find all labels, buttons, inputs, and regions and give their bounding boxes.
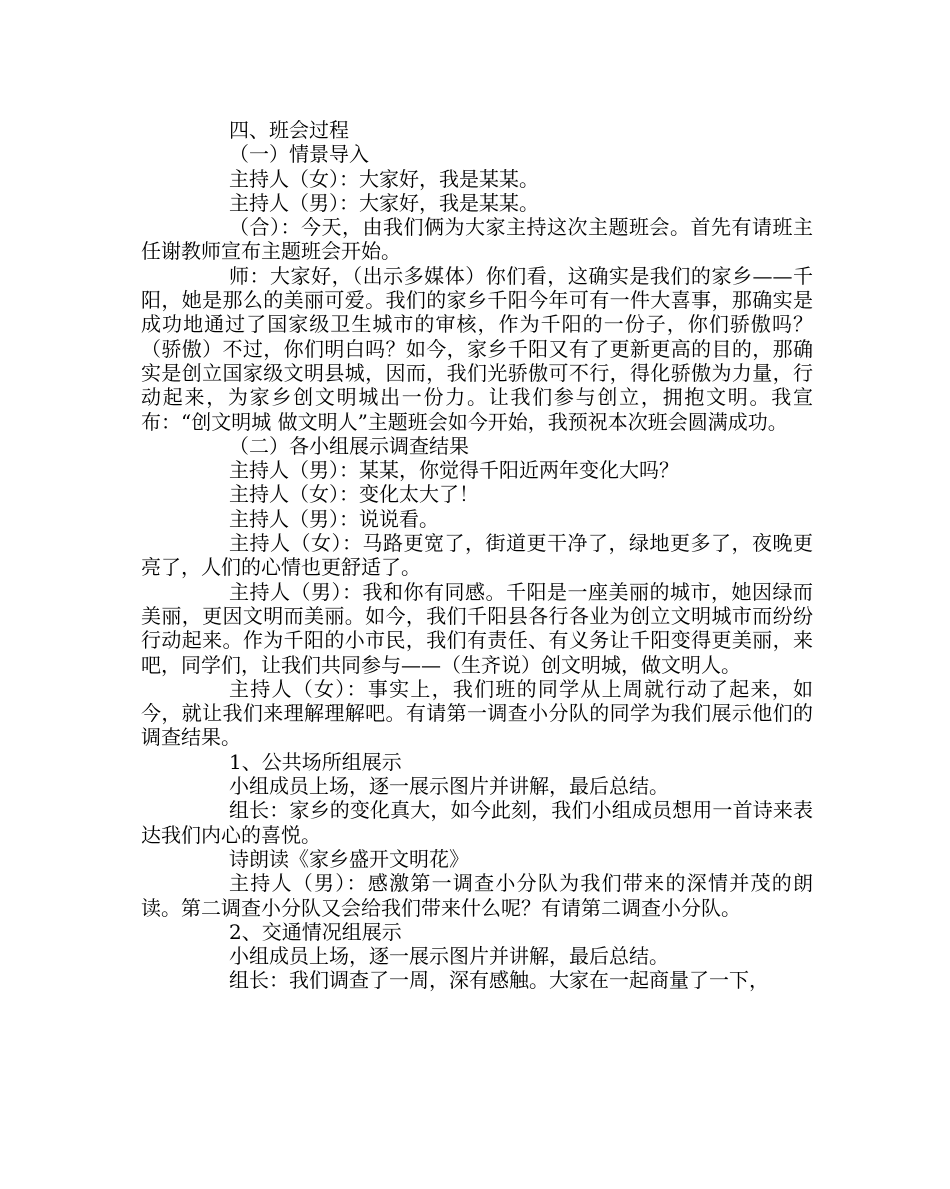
paragraph: 小组成员上场，逐一展示图片并讲解，最后总结。	[229, 774, 669, 799]
paragraph: 小组成员上场，逐一展示图片并讲解，最后总结。	[229, 944, 669, 969]
document-page	[141, 118, 813, 993]
paragraph: 主持人（女）：变化太大了！	[229, 482, 479, 507]
subsection-heading: （一）情景导入	[229, 142, 369, 167]
list-item-heading: 1、公共场所组展示	[229, 749, 402, 774]
paragraph: 主持人（男）：感激第一调查小分队为我们带来的深情并茂的朗读。第二调查小分队又会给我们带来什么呢？有请第二调查小分队。	[141, 871, 813, 920]
section-heading: 四、班会过程	[229, 118, 349, 142]
paragraph: 主持人（男）：某某，你觉得千阳近两年变化大吗？	[229, 458, 679, 483]
paragraph: 主持人（女）：马路更宽了，街道更干净了，绿地更多了，夜晚更亮了，人们的心情也更舒适了。	[141, 531, 813, 580]
list-item-heading: 2、交通情况组展示	[229, 919, 402, 944]
paragraph: （合）：今天，由我们俩为大家主持这次主题班会。首先有请班主任谢教师宣布主题班会开始。	[141, 215, 813, 264]
paragraph: 主持人（女）：大家好，我是某某。	[229, 166, 539, 191]
paragraph: 主持人（女）：事实上，我们班的同学从上周就行动了起来，如今，就让我们来理解理解吧。有请第一调查小分队的同学为我们展示他们的调查结果。	[141, 676, 813, 750]
paragraph: 组长：我们调查了一周，深有感触。大家在一起商量了一下，	[229, 968, 769, 993]
paragraph: 主持人（男）：说说看。	[229, 506, 439, 531]
paragraph: 组长：家乡的变化真大，如今此刻，我们小组成员想用一首诗来表达我们内心的喜悦。	[141, 798, 813, 847]
paragraph: 诗朗读《家乡盛开文明花》	[229, 846, 469, 871]
paragraph: 主持人（男）：大家好，我是某某。	[229, 190, 539, 215]
paragraph: 主持人（男）：我和你有同感。千阳是一座美丽的城市，她因绿而美丽，更因文明而美丽。如今，我们千阳县各行各业为创立文明城市而纷纷行动起来。作为千阳的小市民，我们有责任、有义务让千阳变得更美丽，来吧，同学们，让我们共同参与——（生齐说）创文明城，做文明人。	[141, 579, 813, 677]
paragraph: 师：大家好，（出示多媒体）你们看，这确实是我们的家乡——千阳，她是那么的美丽可爱。我们的家乡千阳今年可有一件大喜事，那确实是成功地通过了国家级卫生城市的审核，作为千阳的一份子，你们骄傲吗？（骄傲）不过，你们明白吗？如今，家乡千阳又有了更新更高的目的，那确实是创立国家级文明县城，因而，我们光骄傲可不行，得化骄傲为力量，行动起来，为家乡创文明城出一份力。让我们参与创立，拥抱文明。我宣布：“创文明城 做文明人”主题班会如今开始，我预祝本次班会圆满成功。	[141, 263, 813, 434]
subsection-heading: （二）各小组展示调查结果	[229, 433, 469, 458]
